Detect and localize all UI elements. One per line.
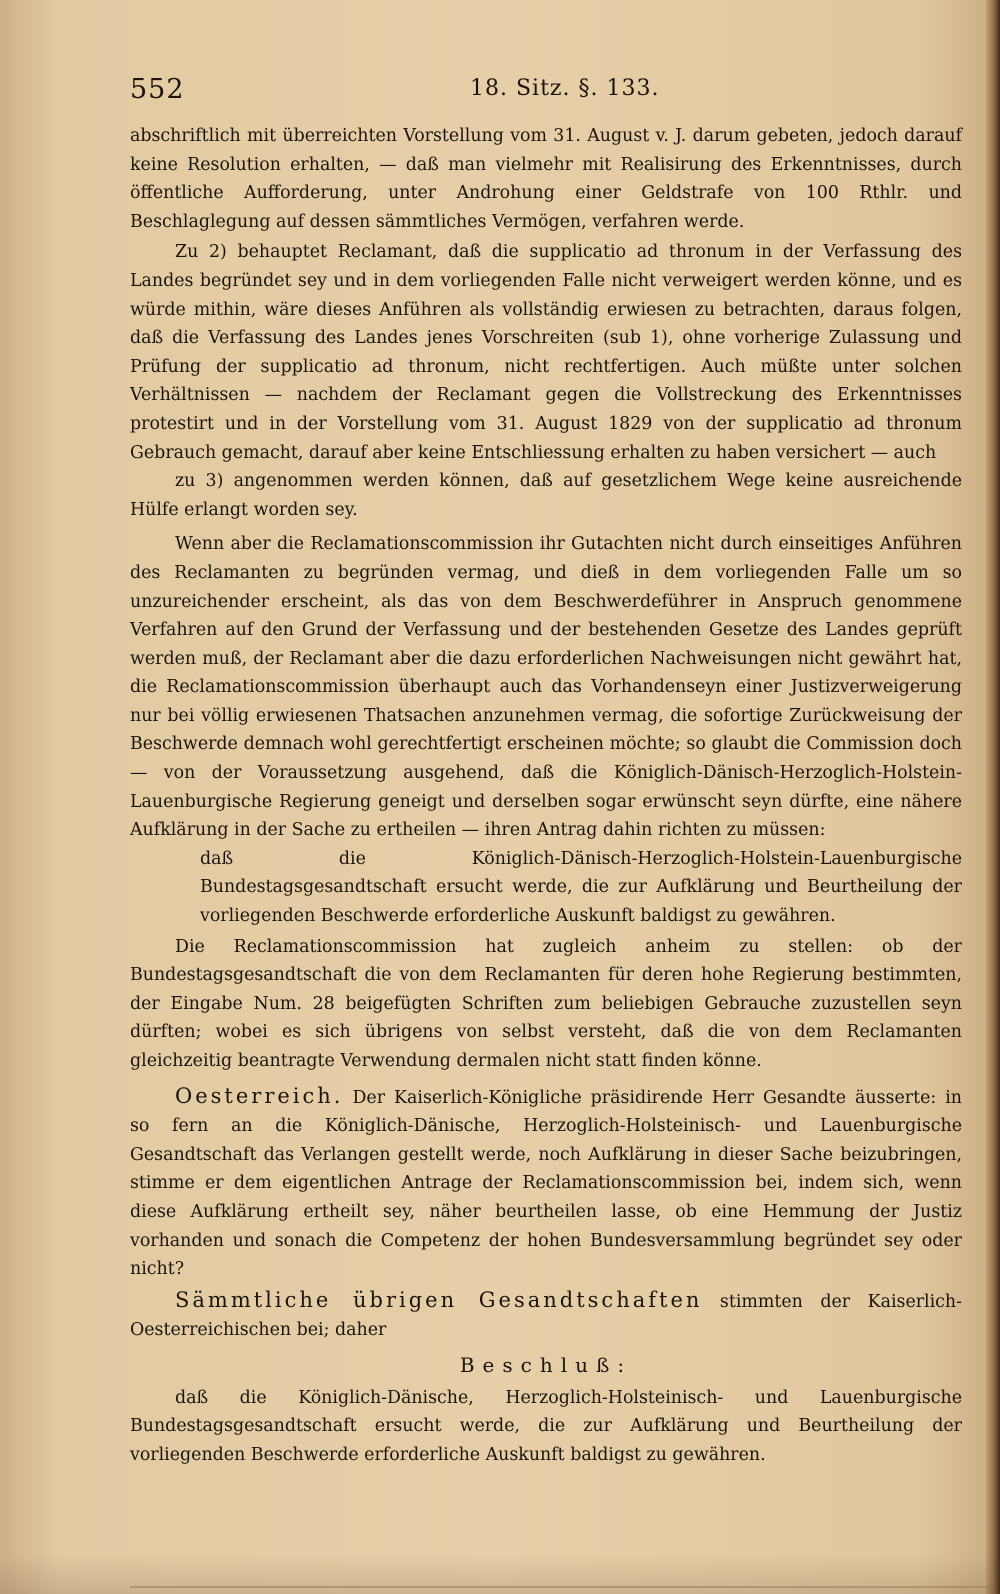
page-header: [130, 74, 960, 114]
austria-lead: Oesterreich.: [175, 1083, 344, 1108]
paragraph-point-2: Zu 2) behauptet Reclamant, daß die supplicatio ad thronum in der Verfassung des Landes begründet sey und in dem vorliegenden Falle nicht verweigert werden könne, und es würde mithin, wäre dieses Anführen als vollständig erwiesen zu betrachten, daraus folgen, daß die Verfassung des Landes jenes Vorschreiten (sub 1), ohne vorherige Zulassung und Prüfung der supplicatio ad thronum, nicht rechtfertigen. Auch müßte unter solchen Verhältnissen — nachdem der Reclamant gegen die Vollstreckung des Erkenntnisses protestirt und in der Vorstellung vom 31. August 1829 von der supplicatio ad thronum Gebrauch gemacht, darauf aber keine Entschliessung erhalten zu haben versichert — auch: [130, 242, 962, 463]
bottom-rule: [130, 1586, 990, 1588]
paragraph-commission-note: Die Reclamationscommission hat zugleich anheim zu stellen: ob der Bundestagsgesandtschaft die von dem Reclamanten für deren hohe Regierung bestimmten, der Eingabe Num. 28 beigefügten Schriften zum beliebigen Gebrauche zuzustellen seyn dürften; wobei es sich übrigens von selbst versteht, daß die von dem Reclamanten gleichzeitig beantragte Verwendung dermalen nicht statt finden könne.: [130, 936, 962, 1071]
running-title: 18. Sitz. §. 133.: [470, 76, 660, 101]
paragraph-point-3: zu 3) angenommen werden können, daß auf gesetzlichem Wege keine ausreichende Hülfe erlangt worden sey.: [130, 471, 962, 520]
paragraph-commission-opinion: Wenn aber die Reclamationscommission ihr Gutachten nicht durch einseitiges Anführen des Reclamanten zu begründen vermag, und dieß in dem vorliegenden Falle um so unzureichender erscheint, als das von dem Beschwerdeführer in Anspruch genommene Verfahren auf den Grund der Verfassung und der bestehenden Gesetze des Landes geprüft werden muß, der Reclamant aber die dazu erforderlichen Nachweisungen nicht gewährt hat, die Reclamationscommission überhaupt auch das Vorhandenseyn einer Justizverweigerung nur bei völlig erwiesenen Thatsachen anzunehmen vermag, die sofortige Zurückweisung der Beschwerde demnach wohl gerechtfertigt erscheinen möchte; so glaubt die Commission doch — von der Voraussetzung ausgehend, daß die Königlich-Dänisch-Herzoglich-Holstein-Lauenburgische Regierung geneigt und derselben sogar erwünscht seyn dürfte, eine nähere Aufklärung in der Sache zu ertheilen — ihren Antrag dahin richten zu müssen:: [130, 534, 962, 841]
austria-vote-text: Der Kaiserlich-Königliche präsidirende Herr Gesandte äusserte: in so fern an die Königlich-Dänische, Herzoglich-Holsteinisch- und Lauenburgische Gesandtschaft das Verlangen gestellt werde, noch Aufklärung in dieser Sache beizubringen, stimme er dem eigentlichen Antrage der Reclamationscommission bei, indem sich, wenn diese Aufklärung ertheilt sey, näher beurtheilen lasse, ob eine Hemmung der Justiz vorhanden und sonach die Competenz der hohen Bundesversammlung begründet sey oder nicht?: [130, 1087, 962, 1280]
other-delegations-text: stimmten der Kaiserlich-Oesterreichischen bei; daher: [130, 1291, 962, 1341]
decision-text: daß die Königlich-Dänische, Herzoglich-Holsteinisch- und Lauenburgische Bundestagsgesandtschaft ersucht werde, die zur Aufklärung und Beurtheilung der vorliegenden Beschwerde erforderliche Auskunft baldigst zu gewähren.: [130, 1387, 962, 1465]
paragraph-other-delegations: [130, 1286, 962, 1345]
decision-title: Beschluß:: [459, 1352, 633, 1377]
commission-motion: daß die Königlich-Dänisch-Herzoglich-Holstein-Lauenburgische Bundestagsgesandtschaft ersucht werde, die zur Aufklärung und Beurtheilung der vorliegenden Beschwerde erforderliche Auskunft baldigst zu gewähren.: [200, 848, 962, 927]
body-text: [130, 122, 962, 1469]
paragraph-continuation: abschriftlich mit überreichten Vorstellung vom 31. August v. J. darum gebeten, jedoch darauf keine Resolution erhalten, — daß man vielmehr mit Realisirung des Erkenntnisses, durch öffentliche Aufforderung, unter Androhung einer Geldstrafe von 100 Rthlr. und Beschlaglegung auf dessen sämmtliches Vermögen, verfahren werde.: [130, 126, 962, 232]
page-number: 552: [130, 74, 185, 105]
page-edge-shadow: [986, 0, 1000, 1594]
paragraph-austria-vote: [130, 1082, 962, 1284]
other-delegations-lead: Sämmtliche übrigen Gesandtschaften: [175, 1287, 703, 1312]
bottom-shadow: [0, 1554, 1000, 1594]
